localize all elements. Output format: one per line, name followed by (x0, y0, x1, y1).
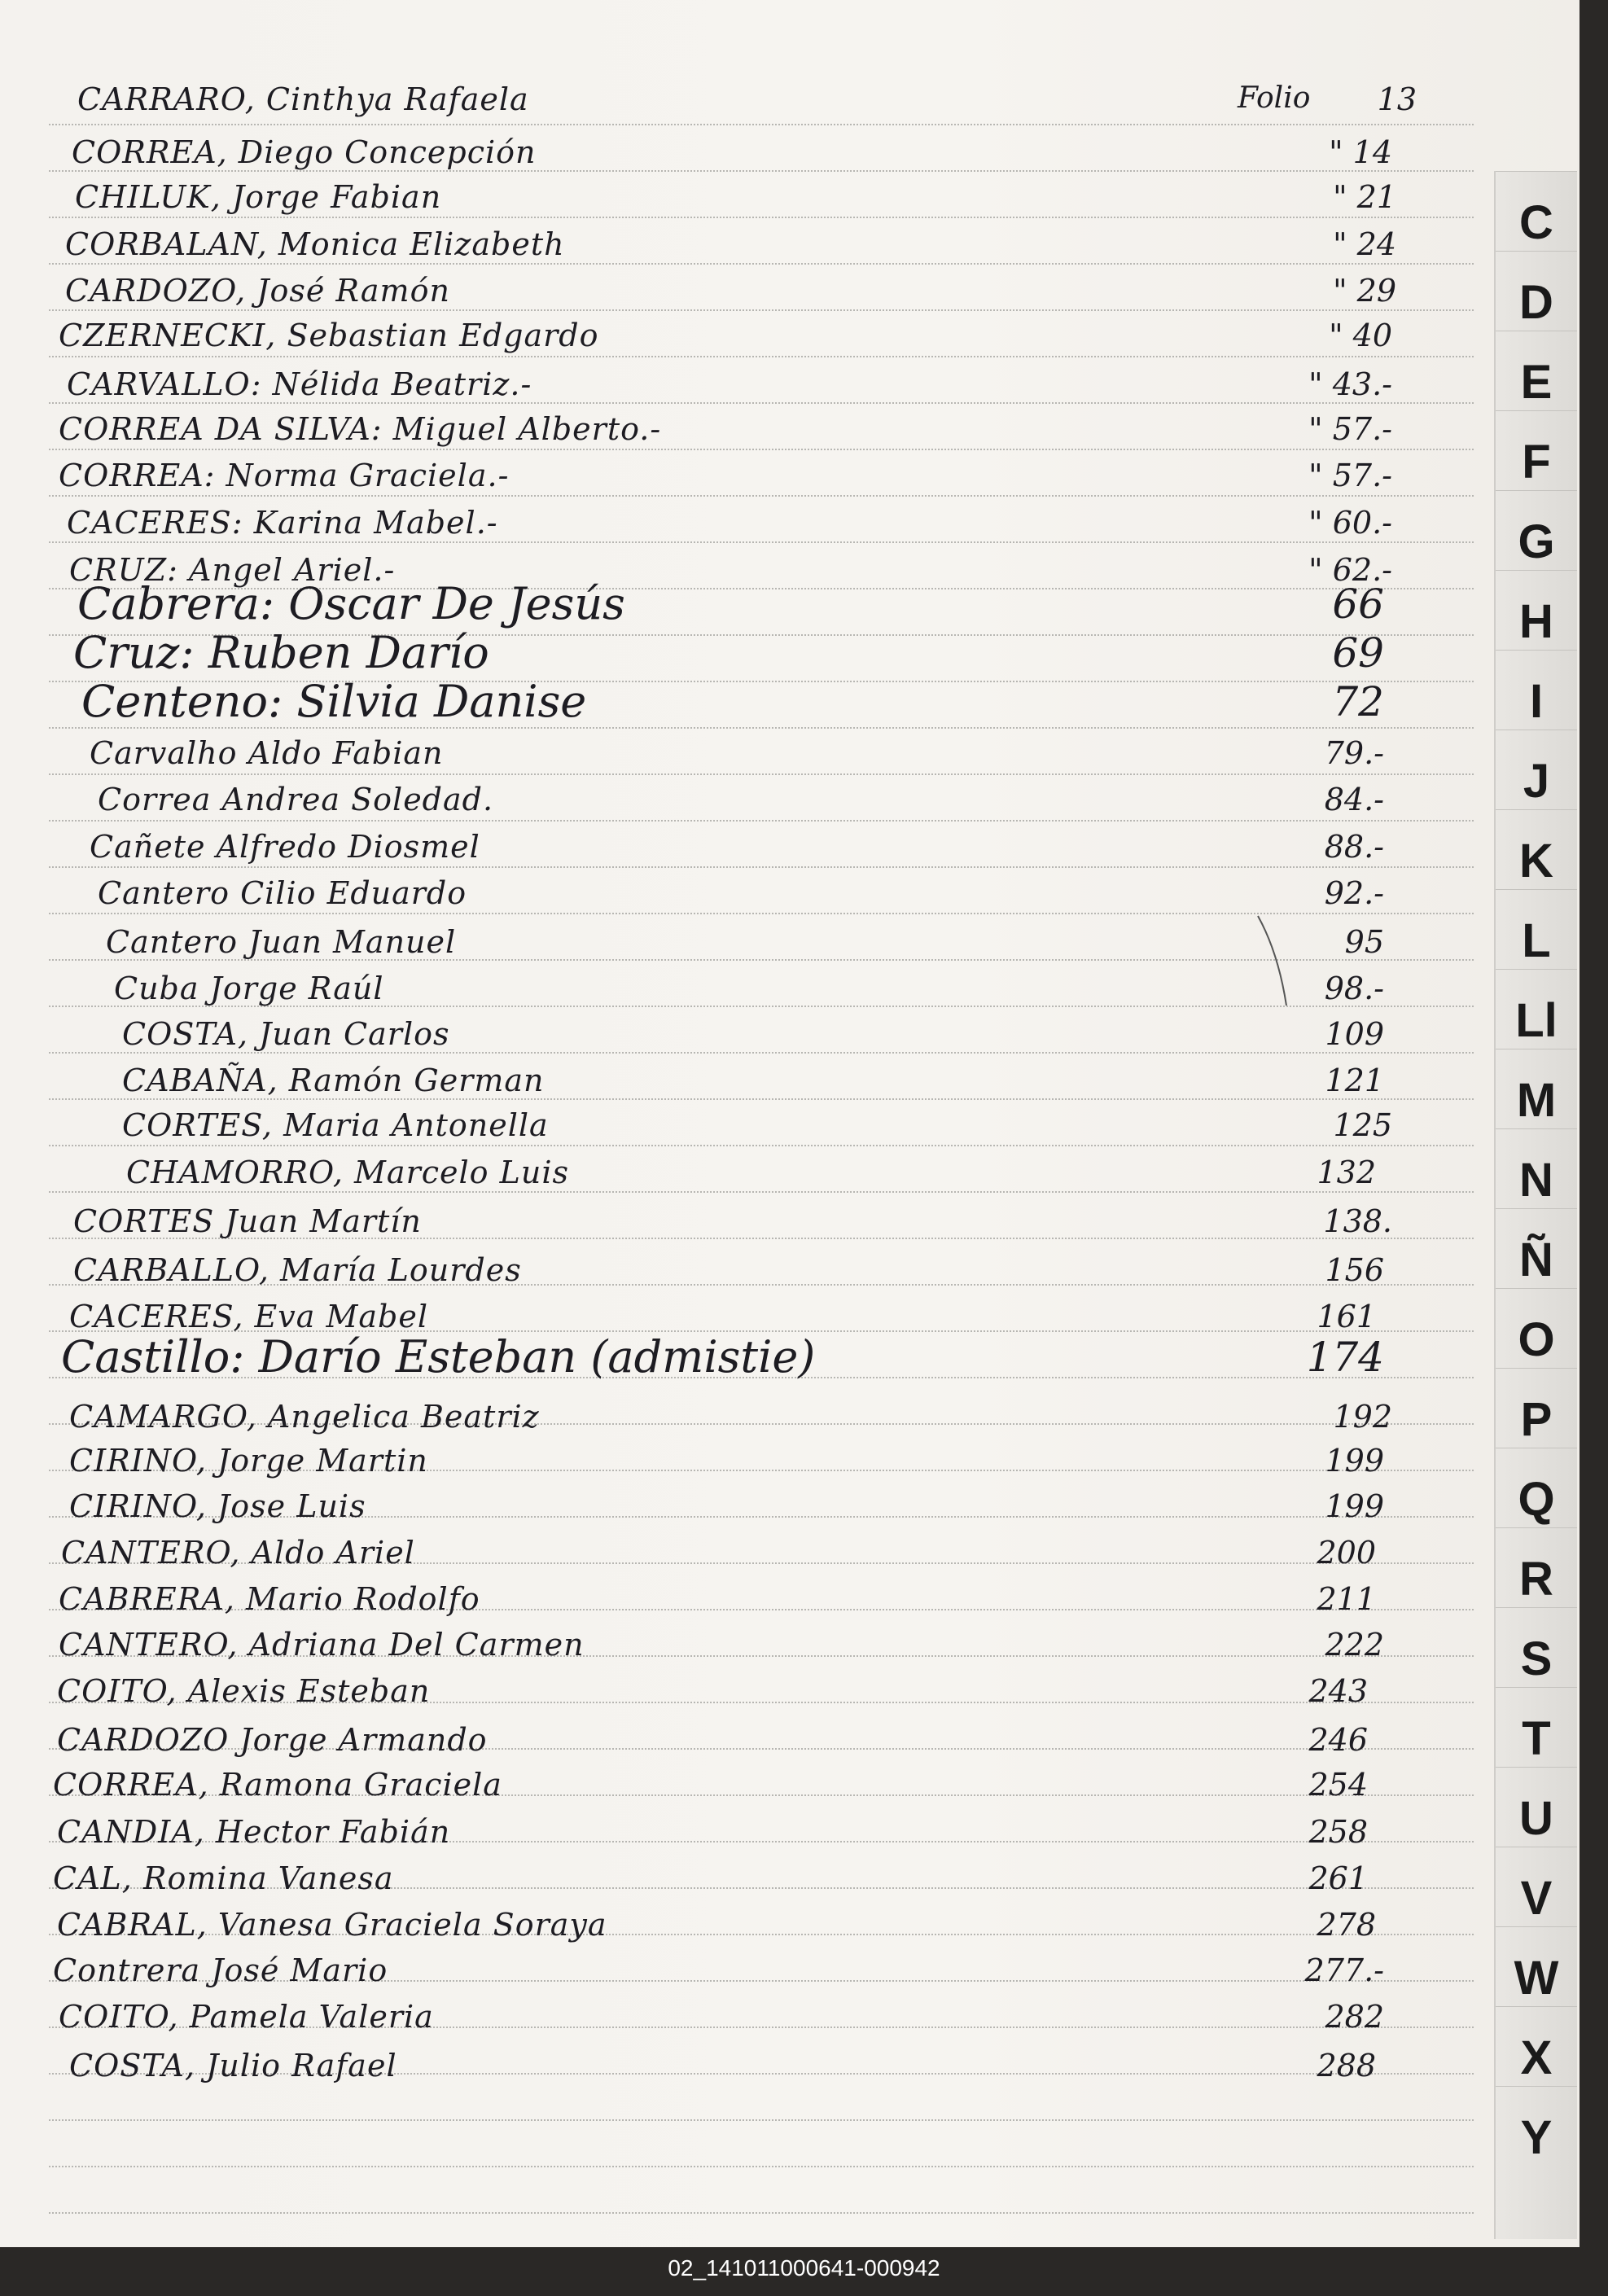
entry-folio: 288 (1317, 2048, 1376, 2083)
ruled-line (49, 2119, 1474, 2121)
entry-folio: 258 (1308, 1814, 1368, 1850)
entry-folio: 72 (1332, 678, 1384, 725)
ruled-line (49, 1098, 1474, 1100)
entry-name: CANTERO, Adriana Del Carmen (59, 1627, 585, 1663)
tab-letter[interactable]: O (1518, 1313, 1555, 1366)
ruled-line (49, 356, 1474, 357)
entry-folio: " 43.- (1308, 366, 1392, 402)
tab-divider (1496, 1368, 1577, 1369)
tab-letter[interactable]: N (1519, 1154, 1553, 1207)
entry-name: Correa Andrea Soledad. (98, 782, 494, 817)
tab-letter[interactable]: Y (1520, 2111, 1553, 2164)
entry-folio: 69 (1332, 629, 1384, 677)
entry-name: CZERNECKI, Sebastian Edgardo (59, 318, 599, 353)
entry-name: CORREA, Diego Concepción (72, 134, 537, 170)
entry-name: CACERES, Eva Mabel (69, 1299, 428, 1334)
entry-name: Cruz: Ruben Darío (73, 627, 489, 678)
entry-name: Carvalho Aldo Fabian (90, 735, 444, 771)
entry-name: CARVALLO: Nélida Beatriz.- (67, 366, 532, 402)
entry-folio: 13 (1377, 81, 1417, 117)
entry-name: Cabrera: Oscar De Jesús (77, 578, 625, 629)
entry-folio: 246 (1308, 1722, 1368, 1758)
entry-name: CARDOZO Jorge Armando (57, 1722, 488, 1758)
entry-folio: 277.- (1304, 1952, 1384, 1988)
ruled-line (49, 309, 1474, 311)
entry-name: CABRAL, Vanesa Graciela Soraya (57, 1907, 607, 1943)
entry-folio: 121 (1325, 1063, 1384, 1098)
tab-letter[interactable]: V (1520, 1872, 1553, 1925)
entry-name: CHILUK, Jorge Fabian (75, 179, 442, 215)
entry-folio: 192 (1333, 1399, 1392, 1435)
entry-name: CACERES: Karina Mabel.- (67, 505, 498, 541)
tab-divider (1496, 490, 1577, 491)
tab-letter[interactable]: M (1516, 1074, 1557, 1127)
ruled-line (49, 773, 1474, 775)
tab-divider (1496, 570, 1577, 571)
ruled-line (49, 402, 1474, 404)
tab-divider (1496, 809, 1577, 810)
entry-folio: " 29 (1333, 273, 1396, 309)
entry-name: CAMARGO, Angelica Beatriz (69, 1399, 540, 1435)
entry-name: CIRINO, Jorge Martin (69, 1443, 428, 1479)
ruled-line (49, 2212, 1474, 2214)
tab-letter[interactable]: X (1520, 2031, 1553, 2084)
tab-letter[interactable]: P (1520, 1393, 1553, 1446)
tab-letter[interactable]: J (1523, 755, 1550, 808)
entry-name: CRUZ: Angel Ariel.- (69, 552, 396, 588)
entry-folio: 199 (1325, 1443, 1384, 1479)
tab-letter[interactable]: S (1520, 1632, 1553, 1685)
tab-divider (1496, 1687, 1577, 1688)
entry-name: CIRINO, Jose Luis (69, 1488, 366, 1524)
entry-folio: 132 (1317, 1155, 1376, 1190)
tab-letter[interactable]: U (1519, 1792, 1553, 1845)
entry-folio: " 14 (1329, 134, 1392, 170)
entry-name: CARBALLO, María Lourdes (73, 1252, 522, 1288)
tab-letter[interactable]: R (1519, 1553, 1553, 1606)
folio-column-label: Folio (1238, 81, 1311, 115)
ruled-line (49, 217, 1474, 218)
entry-name: CORTES Juan Martín (73, 1203, 422, 1239)
entry-folio: 84.- (1324, 782, 1384, 817)
entry-folio: 161 (1317, 1299, 1376, 1334)
tab-divider (1496, 1128, 1577, 1129)
entry-name: CARRARO, Cinthya Rafaela (77, 81, 529, 117)
entry-folio: 199 (1325, 1488, 1384, 1524)
ruled-line (49, 1052, 1474, 1054)
entry-name: CAL, Romina Vanesa (53, 1860, 394, 1896)
entry-folio: " 40 (1329, 318, 1392, 353)
entry-folio: 92.- (1324, 875, 1384, 911)
entry-folio: " 57.- (1308, 458, 1392, 493)
entry-name: CORREA: Norma Graciela.- (59, 458, 510, 493)
entry-name: Contrera José Mario (53, 1952, 388, 1988)
ruled-line (49, 495, 1474, 497)
entry-folio: " 57.- (1308, 411, 1392, 447)
tab-letter[interactable]: D (1519, 276, 1553, 329)
entry-name: Cañete Alfredo Diosmel (90, 829, 480, 865)
tab-divider (1496, 1288, 1577, 1289)
entry-folio: 243 (1308, 1673, 1368, 1709)
tab-letter[interactable]: W (1514, 1952, 1559, 2005)
entry-name: COSTA, Juan Carlos (122, 1016, 450, 1052)
entry-name: CANDIA, Hector Fabián (57, 1814, 451, 1850)
entry-name: Cuba Jorge Raúl (114, 971, 384, 1006)
entry-name: CABAÑA, Ramón German (122, 1063, 545, 1098)
tab-letter[interactable]: H (1519, 595, 1553, 648)
entry-name: CORTES, Maria Antonella (122, 1107, 549, 1143)
tab-letter[interactable]: L (1522, 914, 1551, 967)
tab-letter[interactable]: G (1518, 515, 1555, 568)
entry-folio: 88.- (1324, 829, 1384, 865)
tab-letter[interactable]: T (1522, 1712, 1551, 1765)
entry-folio: 156 (1325, 1252, 1384, 1288)
tab-letter[interactable]: Q (1518, 1473, 1555, 1526)
ruled-line (49, 541, 1474, 543)
tab-letter[interactable]: F (1522, 436, 1551, 489)
tab-divider (1496, 410, 1577, 411)
entry-name: CORREA, Ramona Graciela (53, 1767, 502, 1803)
entry-name: Centeno: Silvia Danise (81, 676, 587, 727)
tab-letter[interactable]: C (1519, 196, 1553, 249)
tab-divider (1496, 2086, 1577, 2087)
ruled-line (49, 124, 1474, 125)
entry-name: COSTA, Julio Rafael (69, 2048, 397, 2083)
pencil-tick-mark (1254, 912, 1295, 1010)
tab-divider (1496, 650, 1577, 651)
entry-name: COITO, Alexis Esteban (57, 1673, 431, 1709)
tab-divider (1496, 251, 1577, 252)
entry-folio: " 60.- (1308, 505, 1392, 541)
tab-divider (1496, 1926, 1577, 1927)
tab-divider (1496, 1767, 1577, 1768)
entry-folio: 261 (1308, 1860, 1368, 1896)
entry-folio: 109 (1325, 1016, 1384, 1052)
entry-name: CARDOZO, José Ramón (65, 273, 450, 309)
tab-divider (1496, 1607, 1577, 1608)
entry-folio: 66 (1332, 581, 1384, 628)
entry-folio: 211 (1317, 1581, 1376, 1617)
entry-name: COITO, Pamela Valeria (59, 1999, 434, 2035)
ruled-line (49, 1191, 1474, 1193)
entry-folio: 282 (1325, 1999, 1384, 2035)
ruled-line (49, 1145, 1474, 1146)
tab-letter[interactable]: I (1529, 675, 1544, 728)
entry-folio: 200 (1317, 1535, 1376, 1571)
entry-folio: " 21 (1333, 179, 1396, 215)
entry-name: Cantero Juan Manuel (106, 924, 457, 960)
ruled-line (49, 866, 1474, 868)
ruled-line (49, 727, 1474, 729)
tab-divider (1496, 889, 1577, 890)
entry-folio: 254 (1308, 1767, 1368, 1803)
tab-divider (1496, 1208, 1577, 1209)
entry-name: CORREA DA SILVA: Miguel Alberto.- (59, 411, 662, 447)
entry-folio: 79.- (1324, 735, 1384, 771)
tab-divider (1496, 171, 1577, 172)
entry-folio: 138. (1323, 1203, 1392, 1239)
entry-folio: 95 (1344, 924, 1384, 960)
tab-letter[interactable]: K (1519, 835, 1553, 887)
tab-letter[interactable]: Ñ (1519, 1233, 1553, 1286)
tab-divider (1496, 969, 1577, 970)
tab-divider (1496, 2006, 1577, 2007)
entry-folio: 98.- (1324, 971, 1384, 1006)
ruled-line (49, 170, 1474, 172)
entry-name: CHAMORRO, Marcelo Luis (126, 1155, 569, 1190)
entry-folio: 125 (1333, 1107, 1392, 1143)
entry-folio: " 24 (1333, 226, 1396, 262)
ruled-line (49, 2166, 1474, 2167)
entry-name: CORBALAN, Monica Elizabeth (65, 226, 565, 262)
entry-folio: 174 (1306, 1334, 1384, 1381)
entry-name: CABRERA, Mario Rodolfo (59, 1581, 480, 1617)
ruled-line (49, 820, 1474, 822)
tab-divider (1496, 1527, 1577, 1528)
entry-folio: 222 (1325, 1627, 1384, 1663)
alphabet-index-tabs (1494, 171, 1577, 2239)
ruled-line (49, 263, 1474, 265)
image-reference-code: 02_141011000641-000942 (668, 2255, 940, 2281)
entry-folio: 278 (1317, 1907, 1376, 1943)
entry-folio: " 62.- (1308, 552, 1392, 588)
ruled-line (49, 449, 1474, 450)
entry-name: Castillo: Darío Esteban (admistie) (61, 1331, 816, 1382)
entry-name: CANTERO, Aldo Ariel (61, 1535, 415, 1571)
tab-letter[interactable]: Ll (1515, 994, 1558, 1047)
entry-name: Cantero Cilio Eduardo (98, 875, 467, 911)
tab-letter[interactable]: E (1520, 356, 1553, 409)
